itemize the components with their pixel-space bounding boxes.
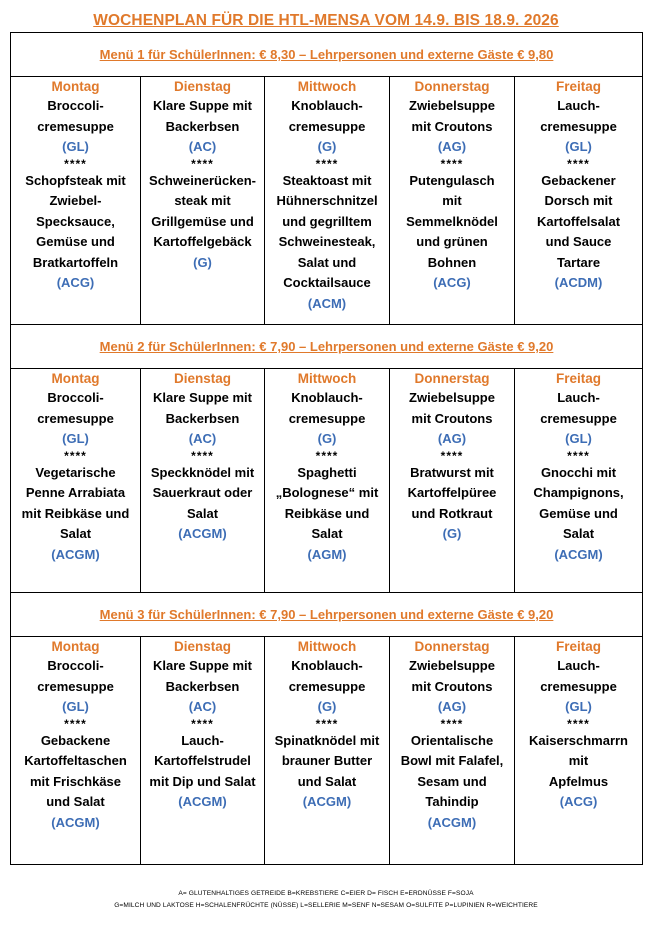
soup-allergen-code: (G) bbox=[317, 431, 337, 446]
separator: **** bbox=[315, 448, 339, 463]
separator: **** bbox=[315, 156, 339, 171]
soup-name: Knoblauch- cremesuppe bbox=[288, 658, 366, 694]
meal-cell bbox=[11, 96, 141, 325]
main-dish-name: Lauch- Kartoffelstrudel mit Dip und Salat bbox=[149, 732, 256, 789]
soup-name: Knoblauch- cremesuppe bbox=[288, 98, 366, 134]
day-label-donnerstag: Donnerstag bbox=[390, 369, 515, 389]
separator: **** bbox=[64, 716, 87, 731]
main-allergen-code: (ACG) bbox=[433, 275, 471, 290]
main-allergen-code: (G) bbox=[442, 526, 462, 541]
soup-allergen-code: (AC) bbox=[188, 139, 217, 154]
main-dish-name: Bratwurst mit Kartoffelpüree und Rotkraut bbox=[407, 464, 497, 521]
separator: **** bbox=[440, 448, 464, 463]
meal-cell bbox=[265, 96, 390, 325]
soup-allergen-code: (GL) bbox=[565, 699, 592, 714]
day-label-mittwoch: Mittwoch bbox=[265, 369, 390, 389]
day-label-montag: Montag bbox=[11, 77, 141, 97]
soup-name: Klare Suppe mit Backerbsen bbox=[153, 658, 252, 694]
soup-allergen-code: (GL) bbox=[565, 431, 592, 446]
main-dish-name: Steaktoast mit Hühnerschnitzel und gegrilltem Schweinesteak, Salat und Cocktailsauce bbox=[276, 172, 378, 290]
main-dish-name: Vegetarische Penne Arrabiata mit Reibkäse und Salat bbox=[21, 464, 130, 541]
soup-name: Broccoli- cremesuppe bbox=[37, 98, 114, 134]
allergen-legend-line-2: G=MILCH UND LAKTOSE H=SCHALENFRÜCHTE (NÜSSE) L=SELLERIE M=SENF N=SESAM O=SULFITE P=LUPINIEN R=WEICHTIERE bbox=[114, 902, 538, 909]
main-dish-name: Gnocchi mit Champignons, Gemüse und Salat bbox=[533, 464, 624, 541]
main-allergen-code: (AGM) bbox=[307, 546, 347, 562]
day-label-mittwoch: Mittwoch bbox=[265, 637, 390, 657]
soup-allergen-code: (AG) bbox=[437, 431, 467, 446]
allergen-legend-line-1: A= GLUTENHALTIGES GETREIDE B=KREBSTIERE C=EIER D= FISCH E=ERDNÜSSE F=SOJA bbox=[178, 890, 474, 897]
soup-allergen-code: (AG) bbox=[437, 139, 467, 154]
soup-allergen-code: (GL) bbox=[62, 431, 89, 446]
main-dish-name: Gebackene Kartoffeltaschen mit Frischkäse und Salat bbox=[24, 732, 127, 809]
separator: **** bbox=[440, 716, 464, 731]
menu-3-header: Menü 3 für SchülerInnen: € 7,90 – Lehrpersonen und externe Gäste € 9,20 bbox=[11, 593, 643, 637]
main-allergen-code: (ACGM) bbox=[178, 794, 227, 809]
meal-cell bbox=[141, 388, 265, 593]
meal-cell bbox=[141, 96, 265, 325]
soup-name: Lauch- cremesuppe bbox=[540, 390, 617, 426]
main-dish-name: Orientalische Bowl mit Falafel, Sesam und Tahindip bbox=[400, 732, 504, 809]
main-dish-name: Spinatknödel mit brauner Butter und Salat bbox=[274, 732, 380, 789]
main-allergen-code: (G) bbox=[193, 254, 212, 270]
separator: **** bbox=[567, 156, 590, 171]
main-allergen-code: (ACDM) bbox=[554, 275, 603, 290]
soup-allergen-code: (GL) bbox=[62, 699, 89, 714]
soup-allergen-code: (AC) bbox=[188, 431, 217, 446]
main-dish-name: Gebackener Dorsch mit Kartoffelsalat und Sauce Tartare bbox=[536, 172, 621, 270]
page-title: WOCHENPLAN FÜR DIE HTL-MENSA VOM 14.9. BIS 18.9. 2026 bbox=[93, 12, 559, 29]
separator: **** bbox=[64, 156, 87, 171]
day-label-dienstag: Dienstag bbox=[141, 77, 265, 97]
soup-name: Klare Suppe mit Backerbsen bbox=[153, 98, 252, 134]
main-dish-name: Kaiserschmarrn mit Apfelmus bbox=[529, 732, 628, 789]
main-dish-name: Speckknödel mit Sauerkraut oder Salat bbox=[150, 464, 255, 521]
meal-cell bbox=[515, 388, 643, 593]
main-allergen-code: (ACGM) bbox=[302, 794, 352, 809]
separator: **** bbox=[191, 448, 214, 463]
meal-cell bbox=[141, 656, 265, 865]
meal-cell bbox=[265, 656, 390, 865]
soup-name: Broccoli- cremesuppe bbox=[37, 390, 114, 426]
day-label-montag: Montag bbox=[11, 369, 141, 389]
main-allergen-code: (ACGM) bbox=[178, 526, 227, 541]
soup-allergen-code: (G) bbox=[317, 699, 337, 714]
soup-allergen-code: (G) bbox=[317, 139, 337, 154]
day-label-freitag: Freitag bbox=[515, 77, 643, 97]
soup-name: Knoblauch- cremesuppe bbox=[288, 390, 366, 426]
day-label-mittwoch: Mittwoch bbox=[265, 77, 390, 97]
soup-name: Klare Suppe mit Backerbsen bbox=[153, 390, 252, 426]
day-label-freitag: Freitag bbox=[515, 637, 643, 657]
meal-cell bbox=[390, 96, 515, 325]
menu-1-header: Menü 1 für SchülerInnen: € 8,30 – Lehrpersonen und externe Gäste € 9,80 bbox=[11, 33, 643, 77]
meal-cell bbox=[11, 656, 141, 865]
soup-name: Zwiebelsuppe mit Croutons bbox=[409, 390, 495, 426]
main-dish-name: Spaghetti „Bolognese“ mit Reibkäse und Salat bbox=[275, 464, 379, 541]
separator: **** bbox=[567, 716, 590, 731]
main-dish-name: Schweinerücken- steak mit Grillgemüse und Kartoffelgebäck bbox=[149, 172, 256, 249]
separator: **** bbox=[440, 156, 464, 171]
main-allergen-code: (ACGM) bbox=[51, 546, 100, 562]
soup-name: Zwiebelsuppe mit Croutons bbox=[409, 658, 495, 694]
day-label-montag: Montag bbox=[11, 637, 141, 657]
main-dish-name: Schopfsteak mit Zwiebel- Specksauce, Gemüse und Bratkartoffeln bbox=[25, 172, 126, 270]
soup-name: Lauch- cremesuppe bbox=[540, 658, 617, 694]
meal-cell bbox=[11, 388, 141, 593]
meal-cell bbox=[390, 388, 515, 593]
menu-plan-table bbox=[10, 32, 643, 865]
separator: **** bbox=[315, 716, 339, 731]
meal-cell bbox=[390, 656, 515, 865]
main-allergen-code: (ACGM) bbox=[51, 814, 100, 830]
soup-name: Broccoli- cremesuppe bbox=[37, 658, 114, 694]
soup-allergen-code: (GL) bbox=[62, 139, 89, 154]
meal-cell bbox=[265, 388, 390, 593]
soup-name: Zwiebelsuppe mit Croutons bbox=[409, 98, 495, 134]
soup-allergen-code: (GL) bbox=[565, 139, 592, 154]
separator: **** bbox=[567, 448, 590, 463]
day-label-dienstag: Dienstag bbox=[141, 637, 265, 657]
day-label-donnerstag: Donnerstag bbox=[390, 637, 515, 657]
separator: **** bbox=[191, 156, 214, 171]
separator: **** bbox=[191, 716, 214, 731]
soup-allergen-code: (AG) bbox=[437, 699, 467, 714]
main-dish-name: Putengulasch mit Semmelknödel und grünen Bohnen bbox=[406, 172, 498, 270]
separator: **** bbox=[64, 448, 87, 463]
meal-cell bbox=[515, 656, 643, 865]
main-allergen-code: (ACG) bbox=[56, 275, 95, 290]
main-allergen-code: (ACGM) bbox=[554, 546, 603, 562]
day-label-donnerstag: Donnerstag bbox=[390, 77, 515, 97]
main-allergen-code: (ACGM) bbox=[427, 814, 477, 830]
soup-allergen-code: (AC) bbox=[188, 699, 217, 714]
day-label-freitag: Freitag bbox=[515, 369, 643, 389]
menu-2-header: Menü 2 für SchülerInnen: € 7,90 – Lehrpersonen und externe Gäste € 9,20 bbox=[11, 325, 643, 369]
soup-name: Lauch- cremesuppe bbox=[540, 98, 617, 134]
meal-cell bbox=[515, 96, 643, 325]
main-allergen-code: (ACM) bbox=[307, 295, 347, 311]
main-allergen-code: (ACG) bbox=[559, 794, 598, 809]
day-label-dienstag: Dienstag bbox=[141, 369, 265, 389]
